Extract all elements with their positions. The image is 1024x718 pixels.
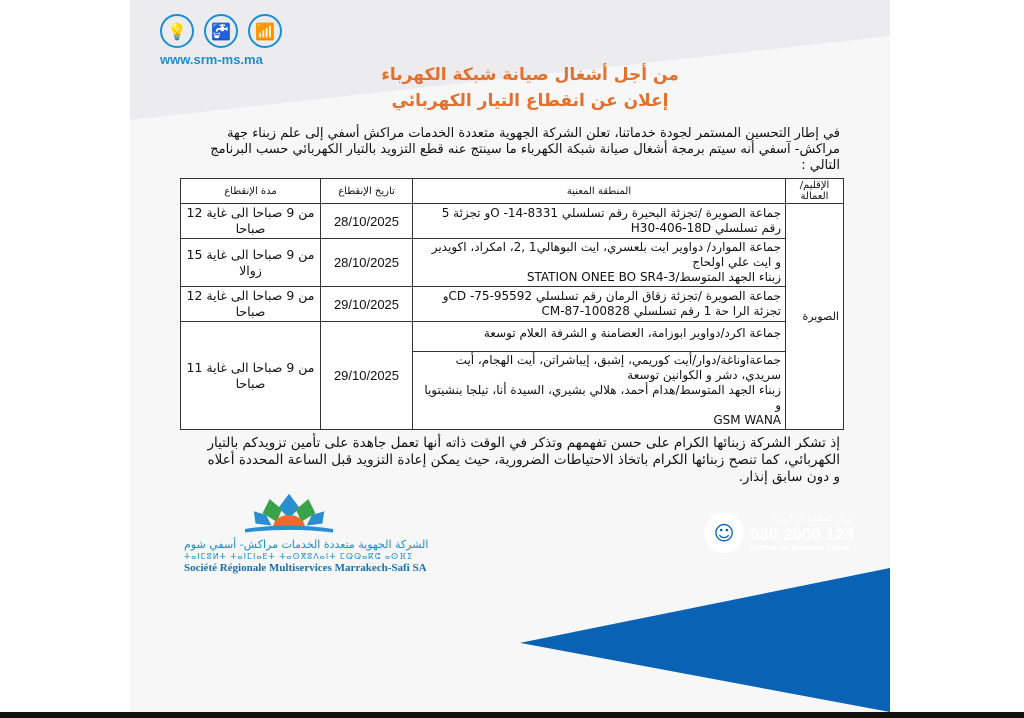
duration-cell <box>181 322 321 430</box>
region-line: زبناء الجهد المتوسط/STATION ONEE BO SR4-3 <box>526 270 781 284</box>
region-line: زبناء الجهد المتوسط/هدام أحمد، هلالي بشيري، السيدة أنا، تيلجا بنشيتويا و <box>424 383 781 412</box>
region-line: سريدي، دشر و الكوانين توسعة <box>627 368 781 382</box>
date-cell: 28/10/2025 <box>321 204 413 239</box>
footer <box>180 492 854 575</box>
region-cell <box>413 352 786 430</box>
region-line: جماعة اكرد/دواوير ابوزامة، العضامنة و الشرفة العلام توسعة <box>483 326 781 340</box>
company-name-arabic: الشركة الجهوية متعددة الخدمات مراكش- أسفي شوم <box>184 538 429 551</box>
wifi-plug-icon: 📶 <box>248 14 282 48</box>
header-province: الإقليم/العمالة <box>786 179 844 204</box>
duration-line: من 9 صباحا الى غاية 12 <box>186 288 315 303</box>
region-line: جماعة الصويرة /تجزئة زقاق الرمان رقم تسلسلي 95592-75- CDو <box>442 289 781 303</box>
region-line: تجزئة الرا حة 1 رقم تسلسلي CM-87-100828 <box>541 304 781 318</box>
bottom-bar <box>0 712 1024 718</box>
outage-table <box>180 178 844 430</box>
customer-center-label-fr: Centre de Relation Client <box>750 544 850 552</box>
region-line: GSM WANA <box>713 413 781 427</box>
website-url[interactable]: www.srm-ms.ma <box>160 52 263 67</box>
table-row <box>181 287 844 322</box>
duration-line: صباحا <box>235 221 266 236</box>
duration-cell <box>181 204 321 239</box>
water-tap-icon: 🚰 <box>204 14 238 48</box>
date-cell: 29/10/2025 <box>321 287 413 322</box>
region-line: و ايت علي اولحاج <box>692 255 781 269</box>
title-line2: إعلان عن انقطاع التيار الكهربائي <box>391 91 669 111</box>
document-body <box>180 126 854 575</box>
company-name-tifinagh: ⵜⴰⵏⵎⵓⵍⵜ ⵜⴰⵏⵎⵏⴰⴹⵜ ⵜⴰⵙⴳⵓⴷⴰⵏⵜ ⵎⵕⵕⴰⴽⵛ ⴰⵙⴼⵉ <box>184 552 414 561</box>
customer-center-label-ar: مركز العلاقة مع الزبناء <box>770 514 854 524</box>
header-date: تاريخ الإنقطاع <box>321 179 413 204</box>
table-header-row <box>181 179 844 204</box>
srm-logo <box>234 492 344 536</box>
table-row <box>181 322 844 352</box>
region-line: جماعة الموارد/ دواوير ايت بلعسري، ايت البوهالي1 ,2، امكراد، اكويدير <box>431 240 781 254</box>
duration-line: من 9 صباحا الى غاية 15 <box>186 246 315 262</box>
table-row <box>181 239 844 287</box>
company-block <box>184 492 428 575</box>
date-cell: 29/10/2025 <box>321 322 413 430</box>
duration-line: صباحا <box>235 375 266 391</box>
company-name-french: Société Régionale Multiservices Marrakech-Safi SA <box>184 562 427 574</box>
header-duration: مدة الإنقطاع <box>181 179 321 204</box>
service-icons <box>160 14 282 48</box>
phone-number[interactable]: 080 2000 123 <box>750 525 854 544</box>
table-row <box>181 204 844 239</box>
region-line: رقم تسلسلي H30-406-18D <box>630 221 781 235</box>
region-cell <box>413 204 786 239</box>
footer-blue-band <box>520 568 890 712</box>
header-region: المنطقة المعنية <box>413 179 786 204</box>
region-line: جماعةاوناغة/دوار/أيت كوريمي، إشبق، إيباشراتن، أيت الهجام، أيت <box>455 353 781 367</box>
duration-line: من 9 صباحا الى غاية 12 <box>186 205 315 220</box>
date-cell: 28/10/2025 <box>321 239 413 287</box>
region-cell <box>413 322 786 352</box>
duration-cell <box>181 239 321 287</box>
company-name <box>184 538 428 575</box>
closing-paragraph: إذ تشكر الشركة زبنائها الكرام على حسن تفهمهم وتذكر في الوقت ذاته أنها تعمل جاهدة على تأمين تزويدكم بالتيار الكهربائي، كما تنصح زبنائها الكرام باتخاذ الاحتياطات الضرورية، حيث يمكن إعادة التزويد قبل الساعة المحددة أعلاه و دون سابق إنذار. <box>207 435 840 485</box>
province-cell: الصويرة <box>786 204 844 430</box>
lightbulb-icon: 💡 <box>160 14 194 48</box>
duration-line: صباحا <box>235 304 266 319</box>
customer-center <box>704 513 854 553</box>
duration-cell <box>181 287 321 322</box>
title-line1: من أجل أشغال صيانة شبكة الكهرباء <box>381 65 679 85</box>
duration-line: من 9 صباحا الى غاية 11 <box>186 359 315 375</box>
intro-paragraph: في إطار التحسين المستمر لجودة خدماتنا، تعلن الشركة الجهوية متعددة الخدمات مراكش أسفي إلى علم زبناء جهة مراكش- آسفي أنه سيتم برمجة أشغال صيانة شبكة الكهرباء ما سينتج عنه قطع التزويد بالتيار الكهربائي حسب البرنامج التالي : <box>210 126 840 173</box>
region-cell <box>413 239 786 287</box>
support-agent-icon: ☺ <box>704 513 744 553</box>
region-cell <box>413 287 786 322</box>
duration-line: زوالا <box>239 262 262 278</box>
region-line: جماعة الصويرة /تجزئة البحيرة رقم تسلسلي 8331-14- Oو تجزئة 5 <box>441 206 781 220</box>
